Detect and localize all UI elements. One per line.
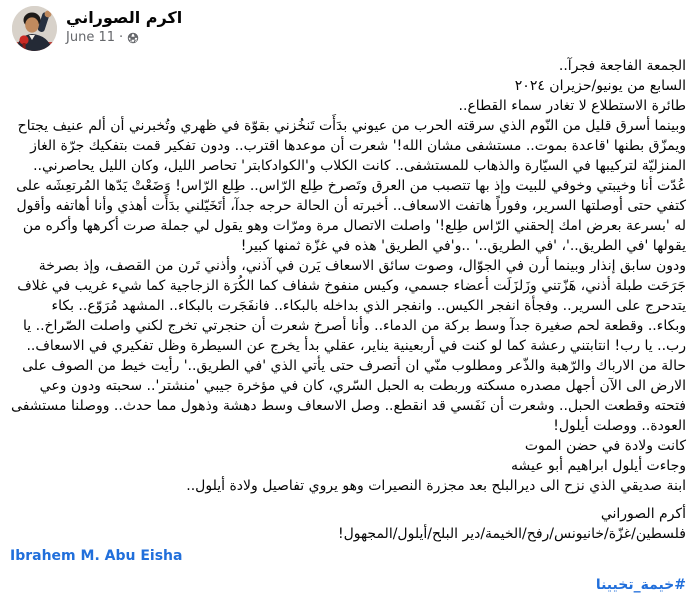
post-header [0, 0, 696, 50]
post-paragraph: ودون سابق إنذار وبينما أرن في الجوّال، وصوت سائق الاسعاف يَرن في آذني، وأذني تَرن من القصف، وإذ بصرخة جَرَحَت طبلة أذني، هَزّتني وزَلزَلَت أعضاء جسمي، وكيس منفوخ شفاف كما الكُرَة الزجاجية كما شيء غريب في غلاف يتدحرج على السرير.. وفجأة انفجر الكيس.. وانفجر الذي بداخله بالبكاء.. فانفَجَرت بالبكاء.. المشهد مُرَوّع.. بكاء وبكاء.. وقطعة لحم صغيرة جدآ وسط بركة من الدماء.. وأنا أصرخ شعرت أن حنجرتي تخرج لكني واصلت الصّراخ.. يا رب.. يا رب! انتابتني رعشة كما لو كنت في أربعينية يناير، عقلي بدأ يخرج عن السيطرة وظل تفكيري في الاسعاف.. حالة من الارباك والرّهبة والذّعر ومطلوب منّي ان أتصرف حتى يأتي الذي 'في الطريق..' رأيت خيط من الصوف على الارض الى الآن أجهل مصدره مسكته وربطت به الحبل السّري، كان في مؤخرة جيبي 'منشتر'.. سحبته ودون وعي فتحته وقطعت الحبل.. وشعرت أن نَفَسي قد انقطع.. وصل الاسعاف وسط دهشة وذهول مما حدث.. ووصلنا مستشفى العودة.. ووصلت أيلول! [11, 258, 686, 434]
post-signature [0, 496, 696, 544]
signature-line: فلسطين/غزّة/خانيونس/رفح/الخيمة/دير البلح/أيلول/المجهول! [337, 526, 686, 542]
post-subline [66, 29, 182, 46]
profile-avatar[interactable] [12, 6, 57, 51]
post-paragraph: الجمعة الفاجعة فجرآ.. [558, 58, 686, 74]
tagged-profile-link[interactable]: Ibrahem M. Abu Eisha [10, 548, 183, 564]
post-paragraph: السابع من يونيو/حزيران ٢٠٢٤ [514, 78, 686, 94]
post-paragraph: ابنة صديقي الذي نزح الى ديرالبلح بعد مجزرة النصيرات وهو يروي تفاصيل ولادة أيلول.. [186, 478, 686, 494]
post-body-text [0, 50, 696, 496]
avatar-image [12, 6, 57, 51]
post-paragraph: وجاءت أيلول ابراهيم أبو عيشه [511, 458, 686, 474]
hashtag-link[interactable]: #خيمة_تخيينا [595, 577, 686, 593]
globe-icon [127, 32, 139, 44]
post-paragraph: طائرة الاستطلاع لا تغادر سماء القطاع.. [458, 98, 686, 114]
dot-separator: · [119, 30, 124, 45]
signature-line: أكرم الصوراني [600, 506, 686, 522]
post-paragraph: وبينما أسرق قليل من النّوم الذي سرقته الحرب من عيوني بدَأَت تَنخُزني بقوّة في ظهري وتُخبرني أن ألم عنيف يجتاح ويمزّق بطنها 'قاعدة بموت.. مستشفى مشان الله!' شعرت أن موعدها اقترب.. ودون تفكير قمت بتفكيك جرّة الغاز المنزليّة لتركيبها في السيّارة والذهاب للمستشفى.. كانت الكلاب و'الكوادكابتر' تحاصر الليل، وكان الليل يحاصرني.. عُدّت أنا وخيبتي وخوفي للبيت وإذ بها تتصبب من العرق وتَصرخ طِلع الرّاس.. طِلع الرّاس! وَضَعْتْ يَدّها المُرتعِشَه على كتفي حتى أوصلتها السرير، وفوراً هاتفت الاسعاف.. أخبرته أن الحالة حرجه جدآ، أتَخَيّلني بدَأَت أهذي وأنا أهاتفه وأقول له 'بسرعة بعرض امك إلحقني الرّاس طِلع!' واصلت الاتصال مرة ومرّات وهو يقول لي جملة صرت أكرهها وأكره من يقولها 'في الطريق..'، 'في الطريق..' ..و'في الطريق' هذه في غزّة ثمنها كبير! [16, 118, 686, 254]
timestamp[interactable]: June 11 [66, 30, 115, 45]
profile-name[interactable]: اكرم الصوراني [66, 8, 183, 27]
header-meta [66, 6, 182, 46]
post-paragraph: كانت ولادة في حضن الموت [524, 438, 686, 454]
